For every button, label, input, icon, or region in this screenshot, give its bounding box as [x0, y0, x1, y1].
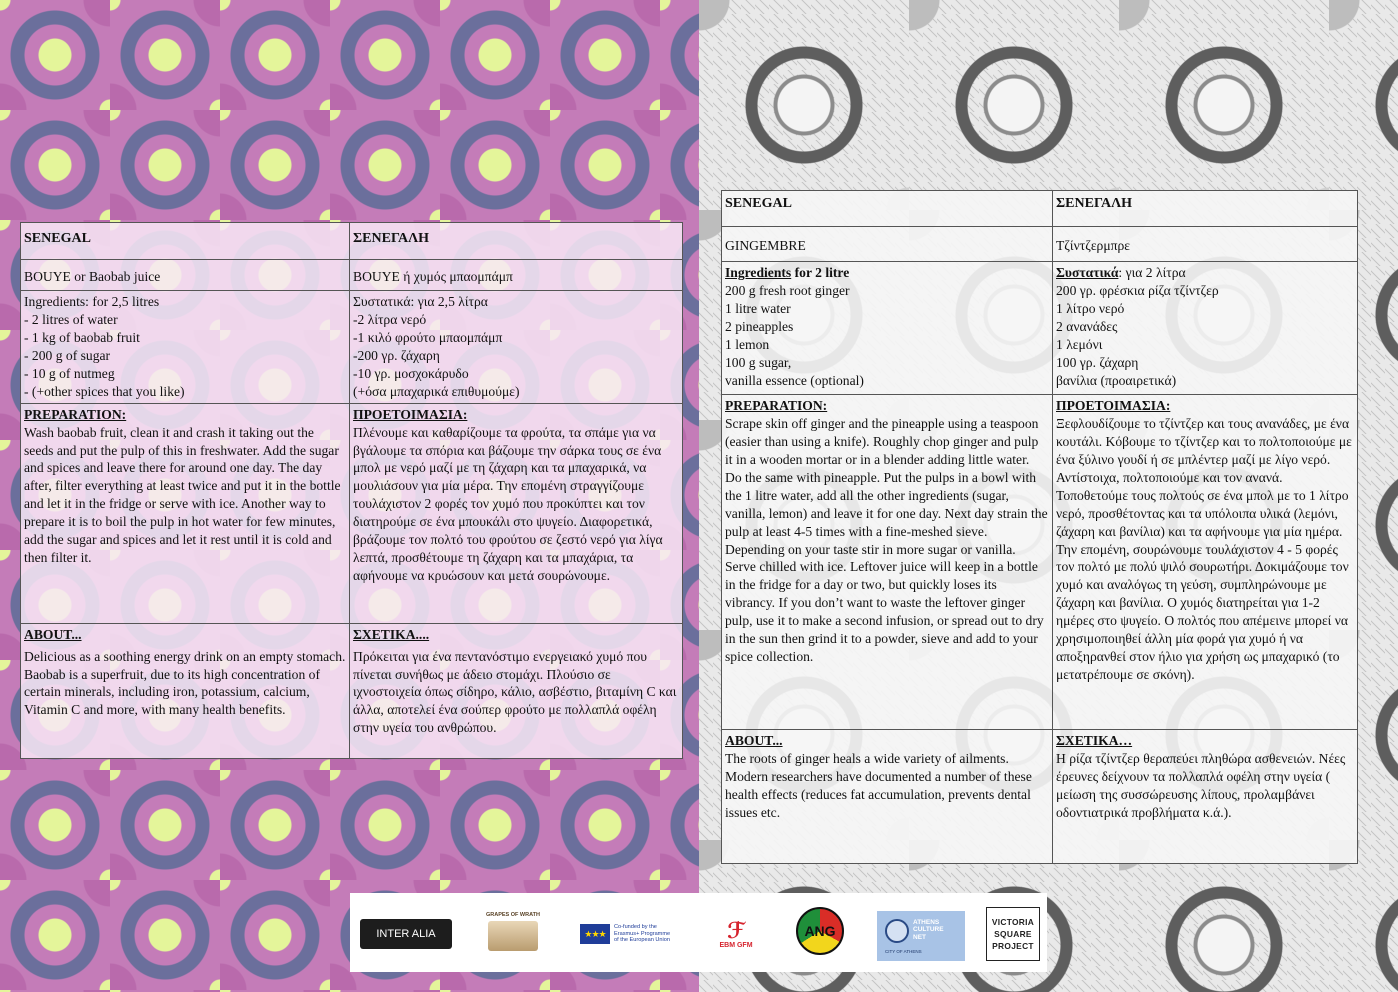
preparation-heading: ΠΡΟΕΤΟΙΜΑΣΙΑ: [353, 406, 468, 422]
recipe-title-en: GINGEMBRE [722, 227, 1053, 262]
country-gr: ΣΕΝΕΓΑΛΗ [1053, 191, 1358, 227]
about-heading: ΣΧΕΤΙΚΑ.... [353, 626, 430, 642]
table-row [722, 227, 1358, 262]
inter-alia-logo: INTER ALIA [360, 919, 452, 949]
about-heading: ABOUT... [24, 626, 82, 642]
preparation-heading: PREPARATION: [24, 406, 127, 422]
preparation-heading: PREPARATION: [725, 398, 828, 413]
country-en: SENEGAL [722, 191, 1053, 227]
ang-logo: ANG [794, 901, 846, 961]
preparation-en: PREPARATION: Scrape skin off ginger and the pineapple using a teaspoon (easier than using a knife). Roughly chop ginger and pulp it in a wooden mortar or in a blender adding little water. Do the same with pineapple. Put the pulps in a bowl with the 1 litre water, add all the other ingredients (sugar, vanilla, lemon) and leave it for one day. Next day strain the pulp at least 4-5 times with a fine-meshed sieve. Depending on your taste stir in more sugar or vanilla. Serve chilled with ice. Leftover juice will keep in a bottle in the fridge for a day or two, but quickly loses its vibrancy. If you don’t want to waste the leftover ginger pulp, use it to make a second infusion, or spread out to dry in the sun then grind it to a powder, sieve and add to your spice collection. [722, 395, 1053, 730]
country-en: SENEGAL [21, 223, 350, 260]
table-row [21, 403, 683, 623]
sponsor-logo-strip [350, 893, 1047, 972]
eu-flag-icon: ★★★ [580, 924, 610, 944]
table-row [21, 623, 683, 758]
grapes-of-wrath-logo: GRAPES OF WRATH [484, 901, 542, 961]
baobab-recipe-table [20, 222, 683, 759]
recipe-title-gr: BOUYE ή χυμός μπαομπάμπ [350, 260, 683, 291]
athens-crest-icon [885, 919, 909, 943]
preparation-gr: ΠΡΟΕΤΟΙΜΑΣΙΑ: Πλένουμε και καθαρίζουμε τα φρούτα, τα σπάμε για να βγάλουμε τα σπόρια και βάζουμε την σάρκα τους σε ένα μπολ με νερό μαζί με τη ζάχαρη και τα μπαχαρικά, να μουλιάσουν για μία μέρα. Την επομένη στραγγίζουμε τουλάχιστον 2 φορές τον χυμό που προκύπτει και τον διατηρούμε σε ένα μπουκάλι στο ψυγείο. Διαφορετικά, βράζουμε τον πολτό του φρούτου σε ζεστό νερό για λίγα λεπτά, προσθέτουμε τη ζάχαρη και τα μπαχάρια, τα αφήνουμε να κρυώσουν και μετά σουρώνουμε. [350, 403, 683, 623]
table-row [21, 260, 683, 291]
preparation-gr: ΠΡΟΕΤΟΙΜΑΣΙΑ: Ξεφλουδίζουμε το τζίντζερ και τους ανανάδες, με ένα κουτάλι. Κόβουμε το τζίντζερ και το πολτοποιούμε με ένα ξύλινο γουδί ή σε μπλέντερ μαζί με λίγο νερό. Αντίστοιχα, πολτοποιούμε και τον ανανά. Τοποθετούμε τους πολτούς σε ένα μπολ με το 1 λίτρο νερό, προσθέτοντας και τα υπόλοιπα υλικά (λεμόνι, ζάχαρη και βανίλια) και τα αφήνουμε για μία ημέρα. Την επομένη, σουρώνουμε τουλάχιστον 4 - 5 φορές τον πολτό με πολύ ψιλό σουρωτήρι. Δοκιμάζουμε τον χυμό και αναλόγως τη γεύση, συμπληρώνουμε με ζάχαρη και βανίλια. Ο χυμός διατηρείται για 1-2 ημέρες στο ψυγείο. Ο πολτός που απέμεινε μπορεί να χρησιμοποιηθεί άλλη μία φορά για χυμό ή να αποξηρανθεί στον ήλιο για χρήση ως μπαχαρικό (το μετατρέπουμε σε σκόνη). [1053, 395, 1358, 730]
ebm-gfm-logo: ℱ ΕΒΜ GFM [719, 917, 753, 949]
country-gr: ΣΕΝΕΓΑΛΗ [350, 223, 683, 260]
preparation-en: PREPARATION: Wash baobab fruit, clean it and crash it taking out the seeds and put the pulp of this in freshwater. Add the sugar and spices and leave there for around one day. The day after, filter everything at least twice and put it in the bottle and let it in the fridge or serve with ice. Another way to prepare it is to boil the pulp in hot water for few minutes, add the sugar and spices and let it rest until it is cold and then filter it. [21, 403, 350, 623]
table-row [722, 191, 1358, 227]
about-en: ABOUT... Delicious as a soothing energy drink on an empty stomach. Baobab is a superfruit, due to its high concentration of certain minerals, including iron, potassium, calcium, Vitamin C and more, with many health benefits. [21, 623, 350, 758]
ingredients-en: Ingredients for 2 litre 200 g fresh root ginger 1 litre water 2 pineapples 1 lemon 100 g sugar, vanilla essence (optional) [722, 262, 1053, 395]
table-row [722, 730, 1358, 864]
about-gr: ΣΧΕΤΙΚΑ… Η ρίζα τζίντζερ θεραπεύει πληθώρα ασθενειών. Νέες έρευνες δείχνουν τα πολλαπλά οφέλη στην υγεία ( μείωση της συσσώρευσης λίπους, προλαμβάνει οδοντιατρικά προβλήματα κ.ά.). [1053, 730, 1358, 864]
about-en: ABOUT... The roots of ginger heals a wide variety of ailments. Modern researchers have documented a number of these health effects (reduces fat accumulation, prevents dental issues etc. [722, 730, 1053, 864]
ingredients-gr: Συστατικά: για 2 λίτρα 200 γρ. φρέσκια ρίζα τζίντζερ 1 λίτρο νερό 2 ανανάδες 1 λεμόνι 100 γρ. ζάχαρη βανίλια (προαιρετικά) [1053, 262, 1358, 395]
grapes-picture [488, 921, 538, 951]
preparation-heading: ΠΡΟΕΤΟΙΜΑΣΙΑ: [1056, 398, 1171, 413]
athens-culture-net-logo: ATHENS CULTURE NET CITY OF ATHENS [877, 911, 965, 961]
figure-icon: ℱ [727, 917, 745, 943]
ingredients-en: Ingredients: for 2,5 litres - 2 litres of water - 1 kg of baobab fruit - 200 g of sugar - 10 g of nutmeg - (+other spices that you like) [21, 291, 350, 404]
about-gr: ΣΧΕΤΙΚΑ.... Πρόκειται για ένα πεντανόστιμο ενεργειακό χυμό που πίνεται συνήθως με άδειο στομάχι. Πλούσιο σε ιχνοστοιχεία όπως σίδηρο, κάλιο, ασβέστιο, βιταμίνη C και άλλα, αποτελεί ένα σούπερ φρούτο με πολλαπλά οφέλη στην υγεία του ανθρώπου. [350, 623, 683, 758]
table-row [21, 223, 683, 260]
ginger-recipe-table [721, 190, 1358, 864]
victoria-square-project-logo: VICTORIA SQUARE PROJECT [986, 907, 1040, 961]
table-row [21, 291, 683, 404]
table-row [722, 262, 1358, 395]
ingredients-gr: Συστατικά: για 2,5 λίτρα -2 λίτρα νερό -1 κιλό φρούτο μπαομπάμπ -200 γρ. ζάχαρη -10 γρ. μοσχοκάρυδο (+όσα μπαχαρικά επιθυμούμε) [350, 291, 683, 404]
recipe-title-gr: Τζίντζερμπρε [1053, 227, 1358, 262]
about-heading: ΣΧΕΤΙΚΑ… [1056, 733, 1133, 748]
erasmus-eu-logo: ★★★ Co-funded by the Erasmus+ Programme of the European Union [580, 921, 690, 947]
table-row [722, 395, 1358, 730]
recipe-title-en: BOUYE or Baobab juice [21, 260, 350, 291]
about-heading: ABOUT... [725, 733, 783, 748]
